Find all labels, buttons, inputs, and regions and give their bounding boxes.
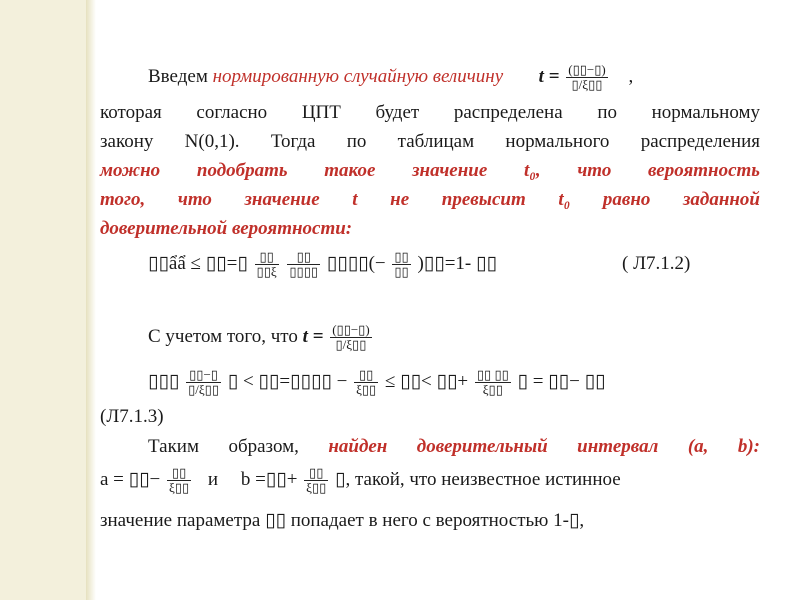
- formula-t-fraction: [566, 63, 607, 92]
- eq2-frac3-num: ▯▯ ▯▯: [476, 367, 509, 383]
- eq1-frac2-num: ▯▯: [287, 250, 320, 265]
- eq1-label: ( Л7.1.2): [622, 253, 691, 274]
- lead-text: Введем: [148, 66, 208, 87]
- interval-a-fraction: [167, 466, 191, 495]
- eq2-d: ▯ = ▯▯− ▯▯: [517, 371, 606, 392]
- interval-a-num: ▯▯: [167, 466, 191, 481]
- paragraph3-line1: [100, 432, 760, 462]
- eq2-frac1-den: ▯/ξ▯▯: [188, 382, 219, 398]
- paragraph1-line5: того, что значение t не превысит t₀ равно заданной: [100, 189, 760, 210]
- eq2-frac2-den: ξ▯▯: [356, 382, 377, 398]
- formula-t2-fraction: [330, 323, 371, 352]
- equation-l7-1-3: [148, 367, 605, 397]
- eq1-frac3-num: ▯▯: [394, 249, 409, 265]
- paragraph1-line1: [100, 62, 760, 92]
- interval-a-lhs: a = ▯▯−: [100, 469, 161, 490]
- formula-t-tail: ,: [628, 66, 634, 87]
- eq2-fraction-3: [475, 368, 511, 397]
- paragraph1-line4: можно подобрать такое значение t₀, что вероятность: [100, 160, 760, 181]
- paragraph3-lead: Таким образом,: [148, 436, 299, 457]
- eq2-frac2-num: ▯▯: [354, 368, 378, 383]
- equation-l7-1-2: [148, 249, 497, 279]
- eq1-fraction-1: [255, 250, 279, 279]
- interval-b-fraction: [304, 466, 328, 495]
- interval-tail: ▯, такой, что неизвестное истинное: [335, 469, 621, 490]
- interval-b-den: ξ▯▯: [306, 480, 327, 496]
- paragraph1-line6: доверительной вероятности:: [100, 218, 353, 239]
- paragraph2-text: С учетом того, что: [148, 326, 298, 347]
- paragraph1-line3: закону N(0,1). Тогда по таблицам нормального распределения: [100, 131, 760, 152]
- formula-t-numerator: (▯▯−▯): [568, 62, 606, 78]
- interval-a-den: ξ▯▯: [169, 480, 190, 496]
- eq2-c: ≤ ▯▯< ▯▯+: [384, 371, 469, 392]
- eq1-frac3-den: ▯▯: [394, 264, 409, 280]
- paragraph2: [148, 322, 374, 352]
- eq2-a: ▯▯▯: [148, 371, 180, 392]
- paragraph3-interval-line: [100, 465, 621, 495]
- formula-t2-denominator: ▯/ξ▯▯: [335, 337, 367, 353]
- eq2-fraction-1: [186, 368, 221, 397]
- and-word: и: [207, 469, 219, 490]
- eq1-right: )▯▯=1- ▯▯: [417, 253, 497, 274]
- eq1-left: ▯▯ẩẩ ≤ ▯▯=▯: [148, 253, 248, 274]
- eq1-fraction-3: [392, 250, 410, 279]
- paragraph3-last-line: значение параметра ▯▯ попадает в него с вероятностью 1-▯,: [100, 510, 585, 531]
- eq1-frac2-den: ▯▯▯▯: [289, 264, 319, 280]
- eq1-frac1-den: ▯▯ξ: [256, 264, 277, 280]
- formula-t2-numerator: (▯▯−▯): [332, 322, 370, 338]
- formula-t-denominator: ▯/ξ▯▯: [571, 77, 603, 93]
- highlight-term: нормированную случайную величину: [212, 66, 504, 87]
- eq2-b: ▯ < ▯▯=▯▯▯▯ −: [227, 371, 348, 392]
- eq2-fraction-2: [354, 368, 378, 397]
- eq1-fraction-2: [287, 250, 320, 279]
- formula-t2-lhs: t =: [302, 326, 324, 347]
- formula-t-lhs: t =: [538, 66, 560, 87]
- eq2-frac1-num: ▯▯−▯: [186, 368, 221, 383]
- interval-b-num: ▯▯: [304, 466, 328, 481]
- paragraph3-highlight: найден доверительный интервал (a, b):: [328, 436, 761, 457]
- eq1-frac1-num: ▯▯: [255, 250, 279, 265]
- paragraph1-line2: которая согласно ЦПТ будет распределена по нормальному: [100, 102, 760, 123]
- interval-b-lhs: b =▯▯+: [240, 469, 298, 490]
- eq1-middle: ▯▯▯▯(−: [326, 253, 386, 274]
- eq2-label: (Л7.1.3): [100, 406, 164, 427]
- eq2-frac3-den: ξ▯▯: [482, 382, 503, 398]
